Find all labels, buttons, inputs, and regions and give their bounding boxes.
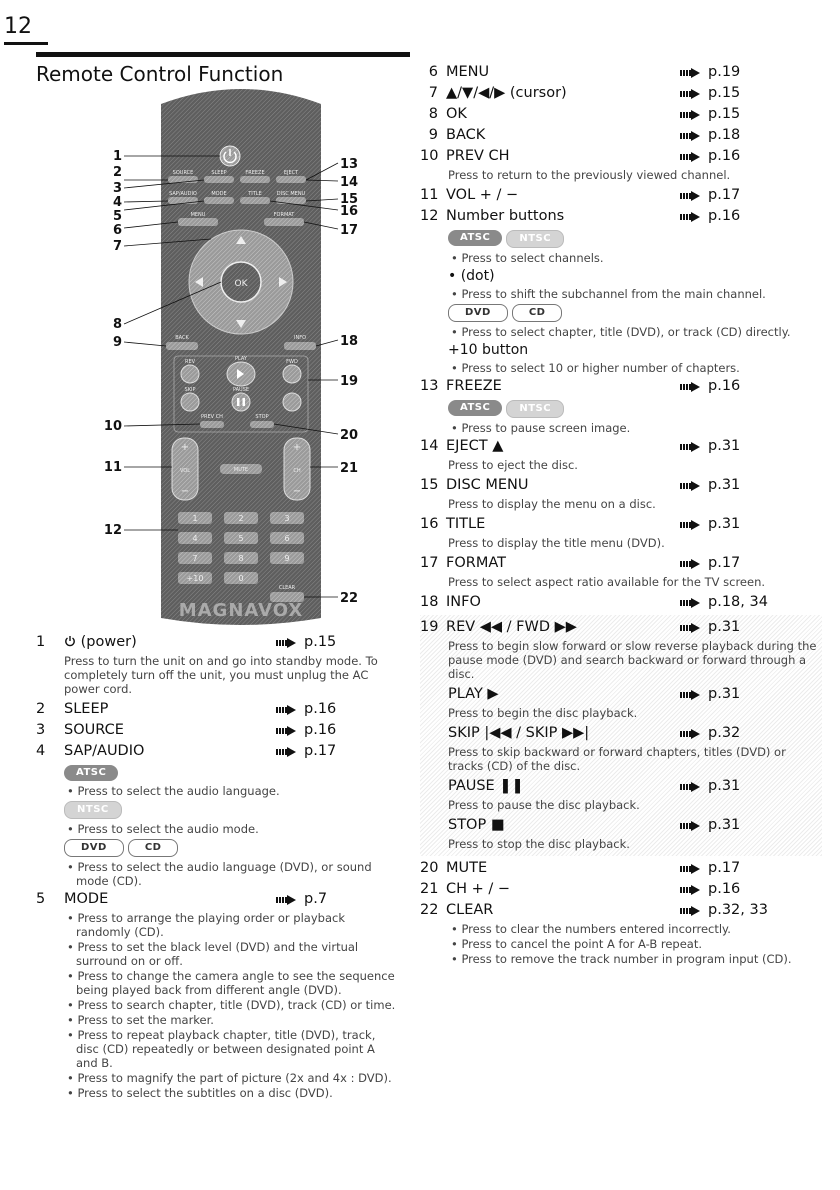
- entry-bullet: • Press to pause screen image.: [451, 421, 631, 435]
- entry-vol: [420, 185, 822, 206]
- remote-label-eject: EJECT: [283, 170, 299, 176]
- entry-number: 7: [428, 85, 438, 101]
- right-column: [420, 62, 822, 967]
- remote-digit-label: 9: [284, 554, 290, 563]
- page-number-rule: [4, 42, 48, 45]
- stop-subheading: STOP ■: [448, 817, 505, 833]
- page-ref-arrow-icon: [680, 481, 702, 491]
- remote-sleep-button: [204, 176, 234, 183]
- entry-bullet: • Press to select the audio language.: [67, 784, 280, 798]
- remote-label-play: PLAY: [234, 356, 248, 362]
- entry-bullet: • Press to select the audio mode.: [67, 822, 259, 836]
- entry-disc-menu: [420, 475, 822, 511]
- section-title: Remote Control Function: [36, 62, 284, 86]
- ntsc-badge: NTSC: [506, 400, 564, 418]
- dot-subheading: • (dot): [448, 268, 495, 284]
- remote-label-fwd: FWD: [286, 359, 298, 365]
- page-ref: p.31: [708, 778, 741, 794]
- entry-label: SOURCE: [64, 722, 124, 738]
- remote-back-button: [166, 342, 198, 350]
- remote-ch-plus: +: [292, 442, 302, 453]
- entry-label: FREEZE: [446, 378, 502, 394]
- entry-number: 6: [428, 64, 438, 80]
- entry-label: VOL + / −: [446, 187, 519, 203]
- entry-number-buttons: [420, 206, 822, 375]
- page-ref: p.16: [304, 701, 337, 717]
- entry-playback-controls: [420, 615, 822, 856]
- remote-label-back: BACK: [175, 335, 189, 341]
- page-ref: p.17: [708, 187, 741, 203]
- entry-number: 20: [420, 860, 439, 876]
- entry-number: 19: [420, 619, 439, 635]
- entry-number: 18: [420, 594, 439, 610]
- entry-number: 4: [36, 743, 46, 759]
- page-ref-arrow-icon: [680, 89, 702, 99]
- remote-pause-button: [232, 393, 250, 411]
- entry-description: Press to pause the disc playback.: [448, 798, 640, 812]
- page-ref: p.16: [708, 148, 741, 164]
- page-ref-arrow-icon: [680, 690, 702, 700]
- remote-digit-label: 7: [192, 554, 198, 563]
- callout-12: 12: [103, 523, 122, 538]
- page-ref: p.15: [304, 634, 337, 650]
- remote-freeze-button: [240, 176, 270, 183]
- remote-brand-logo: MAGNAVOX: [178, 600, 304, 621]
- entry-label: FORMAT: [446, 555, 506, 571]
- entry-description: Press to return to the previously viewed channel.: [448, 168, 731, 182]
- remote-digit-label: 2: [238, 514, 244, 523]
- page-ref-arrow-icon: [680, 864, 702, 874]
- callout-3: 3: [112, 181, 122, 196]
- remote-title-button: [240, 197, 270, 204]
- remote-rev-button: [181, 365, 199, 383]
- page-ref: p.18, 34: [708, 594, 768, 610]
- callout-1: 1: [112, 149, 122, 164]
- page-ref: p.31: [708, 686, 741, 702]
- section-rule: [36, 52, 410, 57]
- remote-label-stop: STOP: [255, 414, 269, 420]
- remote-digit-label: 3: [284, 514, 290, 523]
- page-ref: p.16: [708, 378, 741, 394]
- page-ref-arrow-icon: [680, 68, 702, 78]
- entry-number: 12: [420, 208, 439, 224]
- entry-format: [420, 553, 822, 589]
- dvd-badge: DVD: [448, 304, 508, 322]
- entry-number: 1: [36, 634, 46, 650]
- remote-control-illustration: [103, 84, 366, 628]
- entry-description: Press to display the menu on a disc.: [448, 497, 656, 511]
- atsc-badge: ATSC: [448, 400, 502, 416]
- entry-number: 5: [36, 891, 46, 907]
- page-ref-arrow-icon: [276, 895, 298, 905]
- entry-mute: [420, 858, 822, 879]
- entry-ok: [420, 104, 822, 125]
- ntsc-badge: NTSC: [506, 230, 564, 248]
- page-ref: p.18: [708, 127, 741, 143]
- page-ref-arrow-icon: [680, 821, 702, 831]
- entry-number: 8: [428, 106, 438, 122]
- cd-badge: CD: [128, 839, 179, 857]
- entry-bullet: • Press to cancel the point A for A-B repeat.: [451, 937, 703, 951]
- remote-label-format: FORMAT: [273, 212, 295, 218]
- page-ref-arrow-icon: [680, 623, 702, 633]
- callout-15: 15: [340, 192, 359, 207]
- entry-bullet: • Press to search chapter, title (DVD), track (CD) or time.: [67, 998, 396, 1012]
- entry-bullet: • Press to remove the track number in program input (CD).: [451, 952, 792, 966]
- entry-bullet: • Press to select 10 or higher number of chapters.: [451, 361, 740, 375]
- entry-description: Press to begin slow forward or slow reverse playback during the pause mode (DVD) and search backward or forward through a disc.: [448, 639, 817, 681]
- page-ref: p.31: [708, 438, 741, 454]
- entry-label: OK: [446, 106, 467, 122]
- remote-digit-label: 6: [284, 534, 290, 543]
- page-ref-arrow-icon: [680, 906, 702, 916]
- page-ref-arrow-icon: [680, 559, 702, 569]
- remote-digit-label: 0: [238, 574, 244, 583]
- entry-label: Number buttons: [446, 208, 565, 224]
- entry-bullet: • Press to repeat playback chapter, title (DVD), track, disc (CD) repeatedly or between designated point A and B.: [67, 1028, 376, 1070]
- entry-description: Press to select aspect ratio available for the TV screen.: [448, 575, 766, 589]
- entry-prev-ch: [420, 146, 822, 182]
- callout-4: 4: [112, 195, 122, 210]
- entry-label: MENU: [446, 64, 490, 80]
- entry-number: 17: [420, 555, 439, 571]
- page-number: 12: [4, 14, 32, 39]
- entry-bullet: • Press to arrange the playing order or playback randomly (CD).: [67, 911, 345, 939]
- pause-subheading: PAUSE ❚❚: [448, 778, 524, 794]
- remote-fwd-button: [283, 365, 301, 383]
- entry-bullet: • Press to change the camera angle to see the sequence being played back from different angle (DVD).: [67, 969, 395, 997]
- remote-vol-plus: +: [180, 442, 190, 453]
- callout-5: 5: [112, 209, 122, 224]
- entry-label: DISC MENU: [446, 477, 529, 493]
- page-ref: p.16: [708, 208, 741, 224]
- remote-label-vol: VOL: [179, 468, 191, 474]
- remote-label-menu: MENU: [190, 212, 206, 218]
- entry-bullet: • Press to clear the numbers entered incorrectly.: [451, 922, 731, 936]
- entry-number: 21: [420, 881, 439, 897]
- page-ref-arrow-icon: [680, 131, 702, 141]
- callout-6: 6: [112, 223, 122, 238]
- callout-19: 19: [340, 374, 359, 389]
- callout-17: 17: [340, 223, 359, 238]
- skip-subheading: SKIP |◀◀ / SKIP ▶▶|: [448, 725, 590, 741]
- remote-label-sleep: SLEEP: [211, 170, 227, 176]
- remote-label-freeze: FREEZE: [245, 170, 265, 176]
- remote-label-title: TITLE: [248, 191, 262, 197]
- page-ref: p.19: [708, 64, 741, 80]
- page-ref: p.17: [304, 743, 337, 759]
- callout-16: 16: [340, 204, 359, 219]
- entry-back: [420, 125, 822, 146]
- page-ref: p.31: [708, 516, 741, 532]
- remote-skip-fwd-button: [283, 393, 301, 411]
- atsc-badge: ATSC: [64, 765, 118, 781]
- page-ref: p.15: [708, 106, 741, 122]
- entry-label: BACK: [446, 127, 486, 143]
- entry-label: SAP/AUDIO: [64, 743, 145, 759]
- remote-pause-icon: [237, 398, 240, 406]
- page-ref-arrow-icon: [680, 598, 702, 608]
- entry-cursor: [420, 83, 822, 104]
- remote-prev-ch-button: [200, 421, 224, 428]
- entry-label: EJECT ▲: [446, 438, 504, 454]
- ntsc-badge: NTSC: [64, 801, 122, 819]
- remote-info-button: [284, 342, 316, 350]
- entry-description: Press to eject the disc.: [448, 458, 578, 472]
- entry-label: TITLE: [446, 516, 486, 532]
- page-ref: p.31: [708, 817, 741, 833]
- remote-label-info: INFO: [293, 335, 307, 341]
- remote-label-source: SOURCE: [172, 170, 194, 176]
- page-ref-arrow-icon: [276, 747, 298, 757]
- entry-sap-audio: [36, 741, 400, 888]
- entry-number: 15: [420, 477, 439, 493]
- remote-ch-minus: −: [292, 486, 302, 497]
- page-ref-arrow-icon: [680, 110, 702, 120]
- remote-label-rev: REV: [184, 359, 196, 365]
- entry-sleep: [36, 699, 400, 720]
- page-ref-arrow-icon: [680, 729, 702, 739]
- remote-format-button: [264, 218, 304, 226]
- power-icon: [64, 635, 76, 647]
- page-ref-arrow-icon: [276, 638, 298, 648]
- entry-bullet: • Press to set the black level (DVD) and the virtual surround on or off.: [67, 940, 359, 968]
- page-ref-arrow-icon: [680, 885, 702, 895]
- remote-label-disc-menu: DISC MENU: [276, 191, 306, 197]
- remote-label-mute: MUTE: [233, 467, 249, 473]
- callout-8: 8: [112, 317, 122, 332]
- entry-description: Press to display the title menu (DVD).: [448, 536, 665, 550]
- page-ref-arrow-icon: [680, 520, 702, 530]
- entry-bullet: • Press to select the audio language (DVD), or sound mode (CD).: [67, 860, 372, 888]
- entry-number: 14: [420, 438, 439, 454]
- left-column: [36, 632, 400, 1101]
- entry-bullet: • Press to shift the subchannel from the main channel.: [451, 287, 766, 301]
- page-ref: p.31: [708, 477, 741, 493]
- remote-label-pause: PAUSE: [232, 387, 250, 393]
- page-ref-arrow-icon: [680, 212, 702, 222]
- entry-label: MUTE: [446, 860, 488, 876]
- page-ref: p.17: [708, 860, 741, 876]
- entry-bullet: • Press to set the marker.: [67, 1013, 214, 1027]
- entry-description: Press to skip backward or forward chapters, titles (DVD) or tracks (CD) of the disc.: [448, 745, 786, 773]
- remote-mode-button: [204, 197, 234, 204]
- page-ref: p.16: [304, 722, 337, 738]
- remote-vol-minus: −: [180, 486, 190, 497]
- page-ref: p.16: [708, 881, 741, 897]
- entry-mode: [36, 889, 400, 1100]
- page-ref-arrow-icon: [680, 191, 702, 201]
- callout-21: 21: [340, 461, 359, 476]
- callout-22: 22: [340, 591, 359, 606]
- callout-9: 9: [112, 335, 122, 350]
- entry-label: ▲/▼/◀/▶ (cursor): [446, 85, 567, 101]
- page-ref-arrow-icon: [680, 782, 702, 792]
- remote-digit-label: 1: [192, 514, 198, 523]
- remote-plus10-label: +10: [186, 574, 204, 583]
- remote-menu-button: [178, 218, 218, 226]
- remote-digit-label: 8: [238, 554, 244, 563]
- callout-18: 18: [340, 334, 359, 349]
- dvd-badge: DVD: [64, 839, 124, 857]
- entry-clear: [420, 900, 822, 966]
- entry-description: Press to begin the disc playback.: [448, 706, 638, 720]
- page-ref: p.17: [708, 555, 741, 571]
- callout-20: 20: [340, 428, 359, 443]
- plus10-subheading: +10 button: [448, 342, 529, 358]
- entry-label: PREV CH: [446, 148, 510, 164]
- entry-title: [420, 514, 822, 550]
- callout-13: 13: [340, 157, 359, 172]
- page-ref-arrow-icon: [276, 726, 298, 736]
- entry-menu: [420, 62, 822, 83]
- callout-11: 11: [103, 460, 122, 475]
- entry-description: Press to turn the unit on and go into standby mode. To completely turn off the unit, you must unplug the AC power cord.: [64, 654, 378, 696]
- remote-label-skip: SKIP: [184, 387, 196, 393]
- entry-number: 13: [420, 378, 439, 394]
- entry-number: 10: [420, 148, 439, 164]
- remote-sap-button: [168, 197, 198, 204]
- page-ref: p.32, 33: [708, 902, 768, 918]
- entry-freeze: [420, 376, 822, 435]
- callout-7: 7: [112, 239, 122, 254]
- page-ref: p.31: [708, 619, 741, 635]
- remote-digit-label: 4: [192, 534, 198, 543]
- remote-disc-menu-button: [276, 197, 306, 204]
- atsc-badge: ATSC: [448, 230, 502, 246]
- cd-badge: CD: [512, 304, 563, 322]
- entry-number: 3: [36, 722, 46, 738]
- remote-label-ok: OK: [234, 279, 248, 289]
- entry-number: 2: [36, 701, 46, 717]
- remote-label-ch: CH: [293, 468, 301, 474]
- page-ref: p.32: [708, 725, 741, 741]
- callout-10: 10: [103, 419, 122, 434]
- entry-label: INFO: [446, 594, 481, 610]
- page-ref: p.7: [304, 891, 328, 907]
- entry-bullet: • Press to select the subtitles on a disc (DVD).: [67, 1086, 333, 1100]
- remote-label-clear: CLEAR: [278, 585, 296, 591]
- entry-label: CH + / −: [446, 881, 511, 897]
- entry-info: [420, 592, 822, 613]
- page-ref-arrow-icon: [680, 382, 702, 392]
- entry-number: 22: [420, 902, 439, 918]
- page-ref-arrow-icon: [680, 442, 702, 452]
- page-ref-arrow-icon: [276, 705, 298, 715]
- entry-number: 11: [420, 187, 439, 203]
- entry-label: SLEEP: [64, 701, 109, 717]
- entry-bullet: • Press to select channels.: [451, 251, 604, 265]
- remote-skip-back-button: [181, 393, 199, 411]
- page-ref: p.15: [708, 85, 741, 101]
- remote-label-sap: SAP/AUDIO: [169, 191, 197, 197]
- entry-label: MODE: [64, 891, 109, 907]
- entry-label: (power): [80, 634, 137, 650]
- entry-number: 9: [428, 127, 438, 143]
- entry-description: Press to stop the disc playback.: [448, 837, 630, 851]
- remote-label-prev-ch: PREV CH: [201, 414, 223, 420]
- entry-source: [36, 720, 400, 741]
- entry-power: [36, 632, 400, 696]
- entry-label: REV ◀◀ / FWD ▶▶: [446, 619, 577, 635]
- remote-eject-button: [276, 176, 306, 183]
- entry-number: 16: [420, 516, 439, 532]
- play-subheading: PLAY ▶: [448, 686, 499, 702]
- entry-bullet: • Press to magnify the part of picture (2x and 4x : DVD).: [67, 1071, 392, 1085]
- page-ref-arrow-icon: [680, 152, 702, 162]
- remote-digit-label: 5: [238, 534, 244, 543]
- entry-bullet: • Press to select chapter, title (DVD), or track (CD) directly.: [451, 325, 791, 339]
- remote-label-mode: MODE: [211, 191, 227, 197]
- entry-label: CLEAR: [446, 902, 494, 918]
- entry-eject: [420, 436, 822, 472]
- callout-14: 14: [340, 175, 359, 190]
- callout-2: 2: [112, 165, 122, 180]
- entry-ch: [420, 879, 822, 900]
- remote-stop-button: [250, 421, 274, 428]
